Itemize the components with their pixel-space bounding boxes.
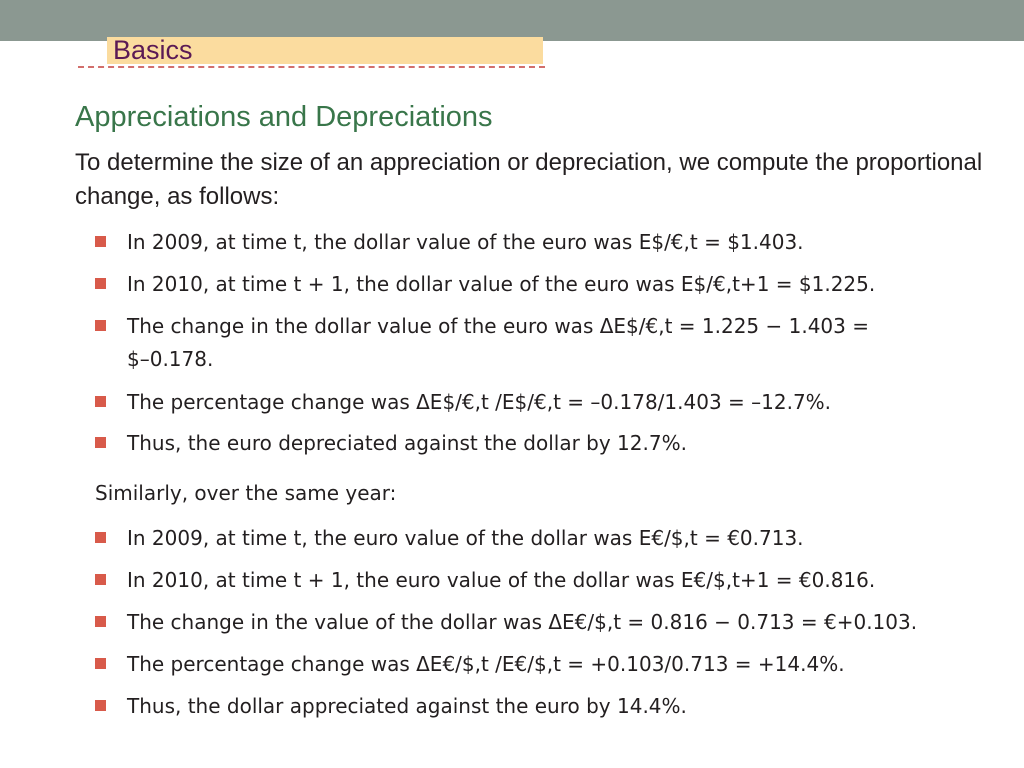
bullet-icon bbox=[95, 658, 106, 669]
list-item-text: In 2010, at time t + 1, the euro value of the dollar was E€/$,t+1 = €0.816. bbox=[127, 568, 876, 592]
similarly-heading: Similarly, over the same year: bbox=[95, 481, 397, 505]
slide-title: Appreciations and Depreciations bbox=[75, 101, 493, 133]
list-item-text: In 2009, at time t, the euro value of the dollar was E€/$,t = €0.713. bbox=[127, 526, 804, 550]
bullet-icon bbox=[95, 532, 106, 543]
list-item bbox=[95, 561, 875, 599]
list-item-continuation: $–0.178. bbox=[127, 347, 214, 371]
bullet-icon bbox=[95, 437, 106, 448]
bullet-icon bbox=[95, 236, 106, 247]
list-item bbox=[95, 265, 875, 303]
list-item bbox=[95, 519, 804, 557]
dashed-divider bbox=[78, 66, 545, 68]
bullet-icon bbox=[95, 278, 106, 289]
list-item-text: In 2009, at time t, the dollar value of the euro was E$/€,t = $1.403. bbox=[127, 230, 804, 254]
list-item-text: In 2010, at time t + 1, the dollar value of the euro was E$/€,t+1 = $1.225. bbox=[127, 272, 876, 296]
list-item bbox=[95, 383, 831, 421]
bullet-icon bbox=[95, 700, 106, 711]
list-item bbox=[95, 603, 917, 641]
list-item bbox=[95, 424, 687, 462]
bullet-icon bbox=[95, 616, 106, 627]
intro-paragraph: To determine the size of an appreciation or depreciation, we compute the proportional change, as follows: bbox=[75, 149, 983, 210]
list-item-text: The change in the dollar value of the euro was ΔE$/€,t = 1.225 − 1.403 = bbox=[127, 314, 869, 338]
list-item bbox=[95, 645, 845, 683]
list-item-text: Thus, the euro depreciated against the dollar by 12.7%. bbox=[127, 431, 687, 455]
list-item bbox=[95, 223, 804, 261]
list-item-text: The percentage change was ΔE$/€,t /E$/€,t = –0.178/1.403 = –12.7%. bbox=[127, 390, 832, 414]
bullet-icon bbox=[95, 320, 106, 331]
list-item-text: The change in the value of the dollar was ΔE€/$,t = 0.816 − 0.713 = €+0.103. bbox=[127, 610, 918, 634]
bullet-icon bbox=[95, 574, 106, 585]
section-tag: Basics bbox=[107, 37, 543, 64]
list-item-text: Thus, the dollar appreciated against the euro by 14.4%. bbox=[127, 694, 687, 718]
list-item bbox=[95, 687, 687, 725]
bullet-icon bbox=[95, 396, 106, 407]
list-item-text: The percentage change was ΔE€/$,t /E€/$,t = +0.103/0.713 = +14.4%. bbox=[127, 652, 845, 676]
